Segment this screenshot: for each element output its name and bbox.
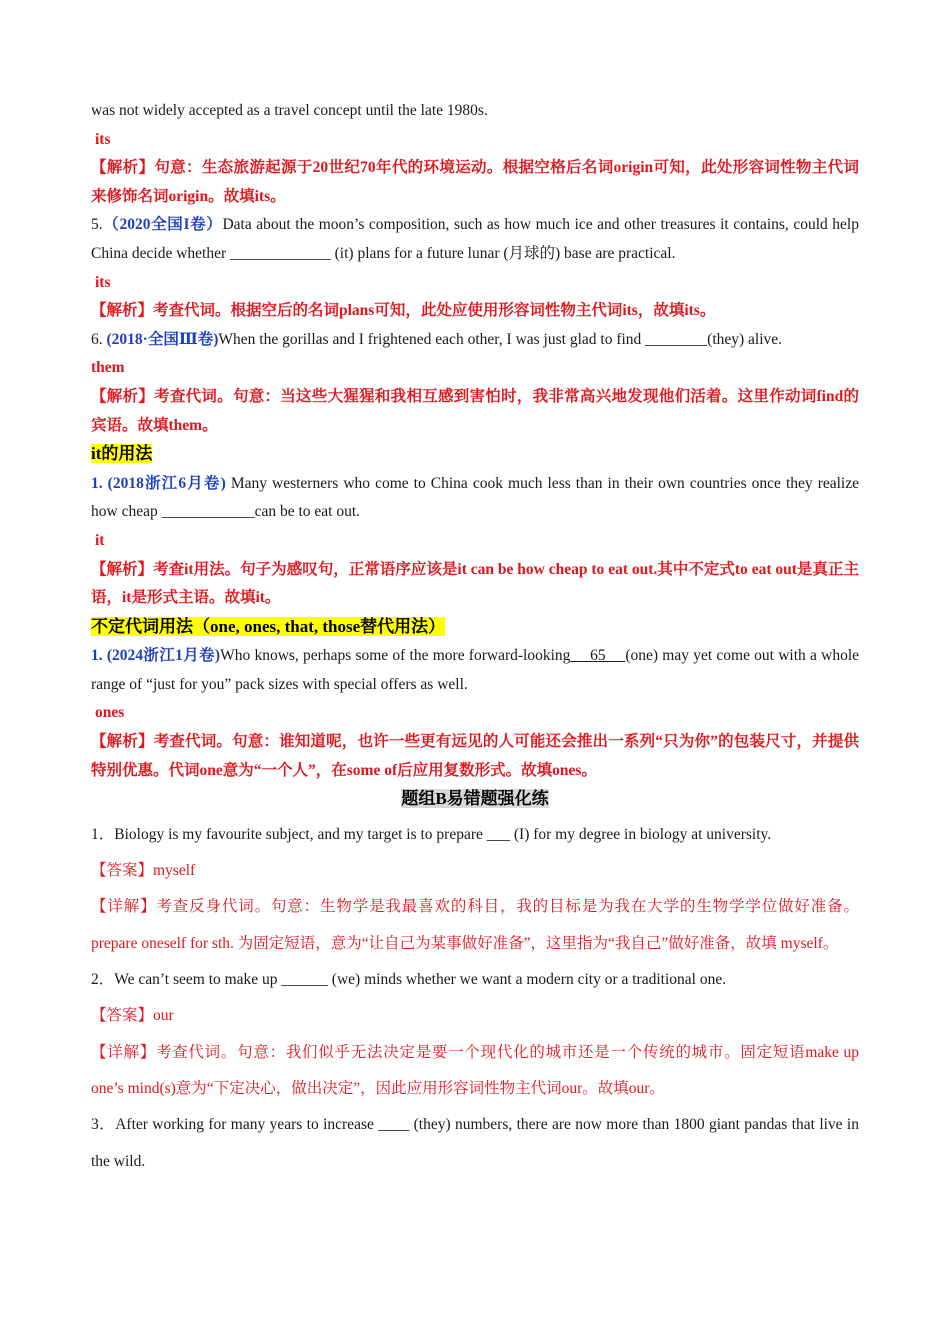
group-b-title-row [91,785,859,815]
section-it-analysis: 【解析】考查it用法。句子为感叹句，正常语序应该是it can be how cheap to eat out.其中不定式to eat out是真正主语，it是形式主语。故填it。 [91,560,859,607]
q6-text: When the gorillas and I frightened each other, I was just glad to find ________(they) alive. [218,330,783,348]
group-b-q2-question: 2．We can’t seem to make up ______ (we) minds whether we want a modern city or a traditional one. [91,971,727,989]
section-indef-number: 1. [91,647,103,665]
document-page [91,97,859,1180]
section-it-source: (2018浙江6月卷) [107,474,226,492]
section-indef-source: (2024浙江1月卷) [106,647,221,665]
section-it-answer: it [95,531,105,549]
q5-number: 5. [91,216,103,234]
section-indef-analysis: 【解析】考查代词。句意：谁知道呢，也许一些更有远见的人可能还会推出一系列“只为你”的包装尺寸，并提供特别优惠。代词one意为“一个人”，在some of后应用复数形式。故填ones。 [91,733,859,779]
group-b-q1-question: 1．Biology is my favourite subject, and my target is to prepare ___ (I) for my degree in biology at university. [91,825,772,843]
q5-question [91,211,859,268]
section-it-heading-row [91,440,859,470]
q5-source: （2020全国I卷） [102,216,223,234]
group-b-q1-answer: 【答案】myself [91,862,196,880]
q6-source: (2018·全国Ⅲ卷) [106,330,219,348]
section-indef-text-before: Who knows, perhaps some of the more forward-looking [220,647,571,665]
group-b-q2-answer: 【答案】our [91,1007,174,1025]
q5-answer: its [95,273,111,291]
q6-number: 6. [91,330,103,348]
q4-analysis: 【解析】句意：生态旅游起源于20世纪70年代的环境运动。根据空格后名词origin可知，此处形容词性物主代词来修饰名词origin。故填its。 [91,159,859,205]
section-indef-heading: 不定代词用法（one, ones, that, those替代用法） [91,616,446,636]
section-indef-blank: __65__ [570,647,626,665]
q4-continuation: was not widely accepted as a travel concept until the late 1980s. [91,102,488,119]
q5-analysis: 【解析】考查代词。根据空后的名词plans可知，此处应使用形容词性物主代词its，故填its。 [91,302,716,320]
section-it-heading: it的用法 [91,444,153,464]
section-indef-heading-row [91,613,859,643]
group-b-q2-detail: 【详解】考查代词。句意：我们似乎无法决定是要一个现代化的城市还是一个传统的城市。固定短语make up one’s mind(s)意为“下定决心，做出决定”，因此应用形容词性物主代词our。故填our。 [91,1043,859,1097]
section-it-question [91,470,859,527]
group-b-title: 题组B易错题强化练 [401,789,549,809]
section-indef-answer: ones [95,704,125,722]
group-b-q3-question: 3．After working for many years to increase ____ (they) numbers, there are now more than 1800 giant pandas that live in the wild. [91,1116,859,1170]
q6-analysis: 【解析】考查代词。句意：当这些大猩猩和我相互感到害怕时，我非常高兴地发现他们活着。这里作动词find的宾语。故填them。 [91,387,859,434]
q6-question [91,326,859,355]
q6-answer: them [91,359,125,377]
group-b-q1-detail: 【详解】考查反身代词。句意：生物学是我最喜欢的科目，我的目标是为我在大学的生物学学位做好准备。prepare oneself for sth. 为固定短语，意为“让自己为某事做好准备”，这里指为“我自己”做好准备，故填 myself。 [91,898,859,952]
section-it-text: Many westerners who come to China cook much less than in their own countries once they realize how cheap ____________can be to eat out. [91,474,859,521]
q5-text: Data about the moon’s composition, such as how much ice and other treasures it contains, could help China decide whether _____________ (it) plans for a future lunar (月球的) base are practical. [91,216,859,262]
section-it-number: 1. [91,474,103,492]
section-indef-question [91,642,859,699]
q4-answer: its [95,130,111,148]
section-indef-text-after: (one) may yet come out with a whole range of “just for you” pack sizes with special offers as well. [91,647,859,693]
